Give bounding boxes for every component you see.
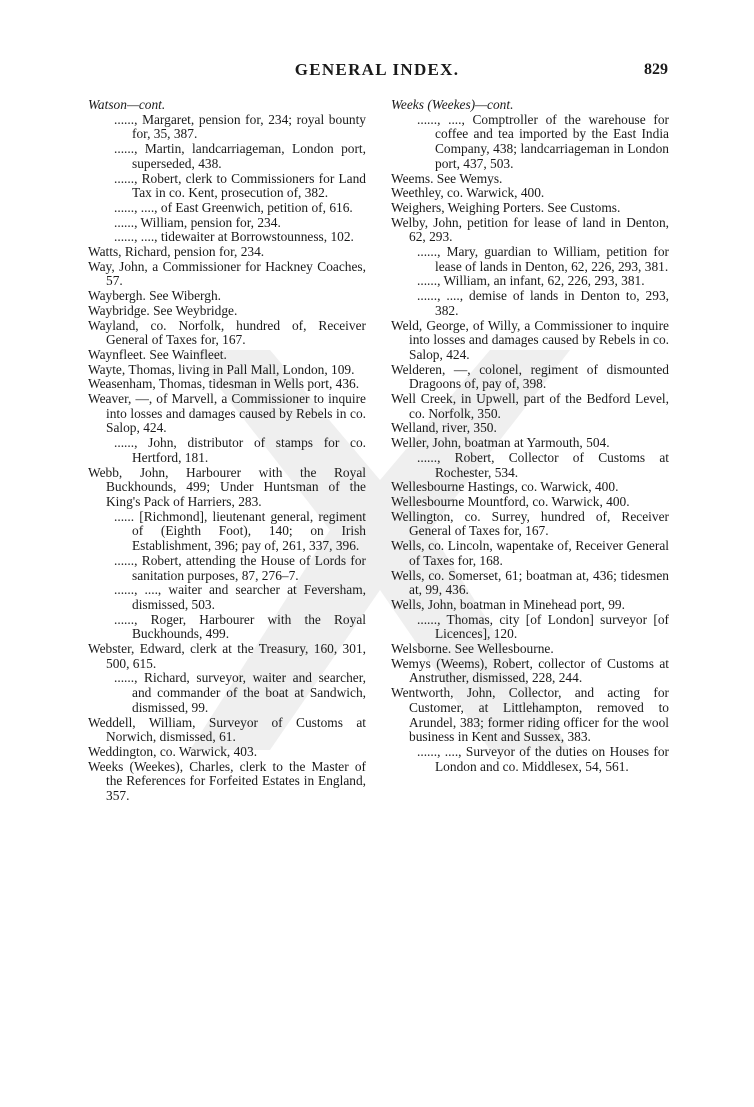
index-entry: Welderen, —, colonel, regiment of dismounted Dragoons of, pay of, 398. [391, 361, 669, 392]
index-entry: Weddell, William, Surveyor of Customs at Norwich, dismissed, 61. [88, 714, 366, 745]
index-entry: Way, John, a Commissioner for Hackney Coaches, 57. [88, 258, 366, 289]
index-entry: Weeks (Weekes)—cont. [391, 97, 514, 112]
index-entry: Wayland, co. Norfolk, hundred of, Receiver General of Taxes for, 167. [88, 317, 366, 348]
index-entry: Weaver, —, of Marvell, a Commissioner to inquire into losses and damages caused by Rebels in co. Salop, 424. [88, 391, 366, 436]
index-entry: Weller, John, boatman at Yarmouth, 504. [391, 435, 610, 451]
index-entry: ......, ...., tidewaiter at Borrowstounness, 102. [114, 229, 354, 245]
index-entry: Webb, John, Harbourer with the Royal Buckhounds, 499; Under Huntsman of the King's Pack of Harriers, 283. [88, 464, 366, 509]
index-entry: ......, William, an infant, 62, 226, 293, 381. [417, 273, 645, 289]
index-entry: Weld, George, of Willy, a Commissioner to inquire into losses and damages caused by Rebels in co. Salop, 424. [391, 317, 669, 362]
index-entry: Watson—cont. [88, 97, 166, 112]
index-entry: ......, ...., Comptroller of the warehouse for coffee and tea imported by the East India Company, 438; landcarriageman in London port, 437, 503. [417, 111, 669, 171]
index-entry: ......, Richard, surveyor, waiter and searcher, and commander of the boat at Sandwich, dismissed, 99. [114, 670, 366, 715]
index-entry: Weighers, Weighing Porters. See Customs. [391, 199, 621, 215]
index-column-left [88, 98, 366, 804]
page-title: GENERAL INDEX. [294, 60, 460, 79]
index-entry: ...... [Richmond], lieutenant general, regiment of (Eighth Foot), 140; on Irish Establishment, 396; pay of, 261, 337, 396. [114, 508, 366, 554]
index-entry: ......, Robert, attending the House of Lords for sanitation purposes, 87, 276–7. [114, 552, 366, 583]
index-entry: Weasenham, Thomas, tidesman in Wells port, 436. [88, 376, 360, 392]
index-entry: Welsborne. See Wellesbourne. [391, 641, 554, 657]
index-entry: Watts, Richard, pension for, 234. [88, 244, 265, 260]
index-entry: ......, ...., of East Greenwich, petition of, 616. [114, 199, 353, 215]
index-entry: Waybergh. See Wibergh. [88, 288, 222, 304]
index-entry: Weethley, co. Warwick, 400. [391, 185, 545, 201]
index-entry: ......, Robert, Collector of Customs at Rochester, 534. [417, 449, 669, 480]
index-entry: Webster, Edward, clerk at the Treasury, 160, 301, 500, 615. [88, 641, 366, 671]
index-entry: ......, Roger, Harbourer with the Royal Buckhounds, 499. [114, 611, 366, 642]
index-entry: ......, Thomas, city [of London] surveyor [of Licences], 120. [417, 611, 669, 642]
index-entry: Wellesbourne Hastings, co. Warwick, 400. [391, 479, 619, 495]
index-entry: Weddington, co. Warwick, 403. [88, 743, 258, 759]
index-entry: Wells, co. Somerset, 61; boatman at, 436; tidesmen at, 99, 436. [391, 567, 669, 598]
index-entry: Waynfleet. See Wainfleet. [88, 346, 227, 362]
index-entry: ......, ...., waiter and searcher at Feversham, dismissed, 503. [114, 582, 366, 612]
index-entry: ......, William, pension for, 234. [114, 214, 281, 230]
index-entry: Wellington, co. Surrey, hundred of, Receiver General of Taxes for, 167. [391, 508, 669, 539]
index-entry: Wells, co. Lincoln, wapentake of, Receiver General of Taxes for, 168. [391, 538, 669, 568]
index-entry: Welland, river, 350. [391, 420, 497, 436]
index-entry: Weeks (Weekes), Charles, clerk to the Master of the References for Forfeited Estates in England, 357. [88, 758, 366, 804]
index-entry: Wentworth, John, Collector, and acting for Customer, at Littlehampton, removed to Arundel, 383; former riding officer for the wool business in Kent and Sussex, 383. [391, 685, 669, 745]
index-entry: ......, Mary, guardian to William, petition for lease of lands in Denton, 62, 226, 293, 381. [417, 244, 669, 274]
page-header [0, 60, 754, 90]
index-column-right [391, 98, 669, 774]
index-entry: Waybridge. See Weybridge. [88, 302, 238, 318]
index-entry: ......, Margaret, pension for, 234; royal bounty for, 35, 387. [114, 111, 366, 142]
index-entry: Welby, John, petition for lease of land in Denton, 62, 293. [391, 214, 669, 245]
index-entry: Wellesbourne Mountford, co. Warwick, 400. [391, 493, 630, 509]
index-entry: Wayte, Thomas, living in Pall Mall, London, 109. [88, 361, 355, 377]
index-entry: ......, ...., demise of lands in Denton to, 293, 382. [417, 288, 669, 318]
index-entry: ......, Robert, clerk to Commissioners for Land Tax in co. Kent, prosecution of, 382. [114, 170, 366, 201]
page-number: 829 [644, 61, 668, 78]
index-entry: Weems. See Wemys. [391, 170, 503, 186]
index-entry: ......, ...., Surveyor of the duties on Houses for London and co. Middlesex, 54, 561. [417, 743, 669, 774]
index-entry: ......, Martin, landcarriageman, London port, superseded, 438. [114, 141, 366, 171]
index-entry: Wemys (Weems), Robert, collector of Customs at Anstruther, dismissed, 228, 244. [391, 655, 669, 686]
index-entry: Well Creek, in Upwell, part of the Bedford Level, co. Norfolk, 350. [391, 391, 669, 421]
index-entry: ......, John, distributor of stamps for co. Hertford, 181. [114, 435, 366, 465]
index-entry: Wells, John, boatman in Minehead port, 99. [391, 596, 625, 612]
